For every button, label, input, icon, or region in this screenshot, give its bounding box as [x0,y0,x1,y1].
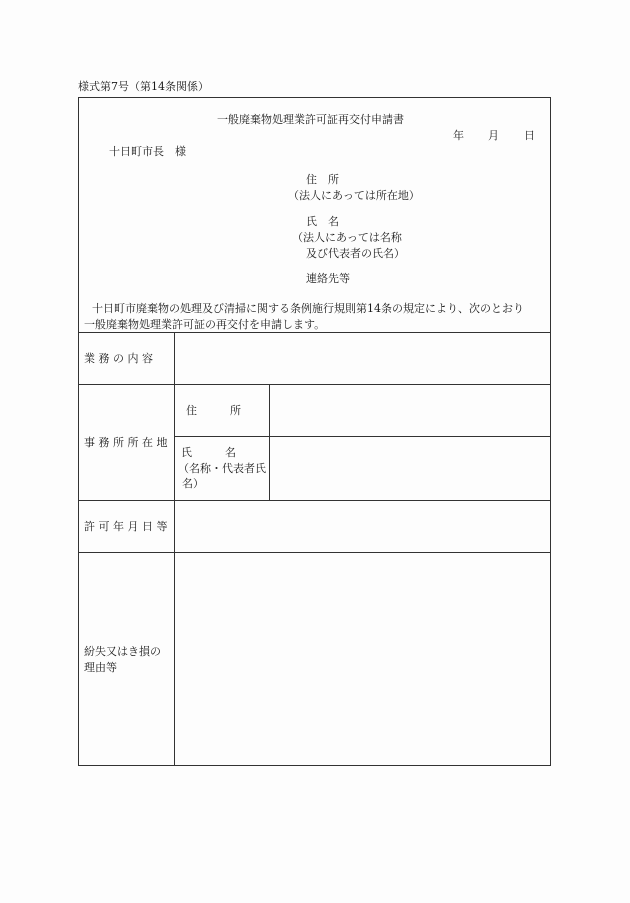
office-address-label: 住 所 [186,404,241,417]
applicant-name-note-1: （法人にあっては名称 [292,231,402,244]
applicant-address-note: （法人にあっては所在地） [288,189,420,202]
office-address-field[interactable] [270,385,550,436]
office-name-label: 氏 名 [181,446,236,459]
reason-label-2: 理由等 [84,661,117,674]
office-location-label: 事 務 所 所 在 地 [84,436,168,449]
body-text-line-1: 十日町市廃棄物の処理及び清掃に関する条例施行規則第14条の規定により、次のとおり [92,302,524,315]
reason-label-1: 紛失又はき損の [84,645,161,658]
permit-date-label: 許 可 年 月 日 等 [84,520,168,533]
business-content-label: 業 務 の 内 容 [84,352,153,365]
applicant-name-note-2: 及び代表者の氏名） [306,247,405,260]
applicant-contact-label: 連絡先等 [306,272,350,285]
date-day-label: 日 [524,129,535,142]
date-year-label: 年 [453,129,464,142]
applicant-address-label: 住 所 [306,173,339,186]
business-content-field[interactable] [175,333,550,384]
office-name-note-2: 名） [182,477,204,490]
applicant-name-label: 氏 名 [306,215,339,228]
office-name-field[interactable] [270,437,550,500]
form-title: 一般廃棄物処理業許可証再交付申請書 [217,113,404,126]
date-month-label: 月 [488,129,499,142]
reason-field[interactable] [175,553,550,765]
office-name-note-1: （名称・代表者氏 [178,462,266,475]
addressee: 十日町市長 様 [109,145,186,158]
body-text-line-2: 一般廃棄物処理業許可証の再交付を申請します。 [84,318,326,331]
permit-date-field[interactable] [175,501,550,552]
form-number: 様式第7号（第14条関係） [78,80,209,93]
